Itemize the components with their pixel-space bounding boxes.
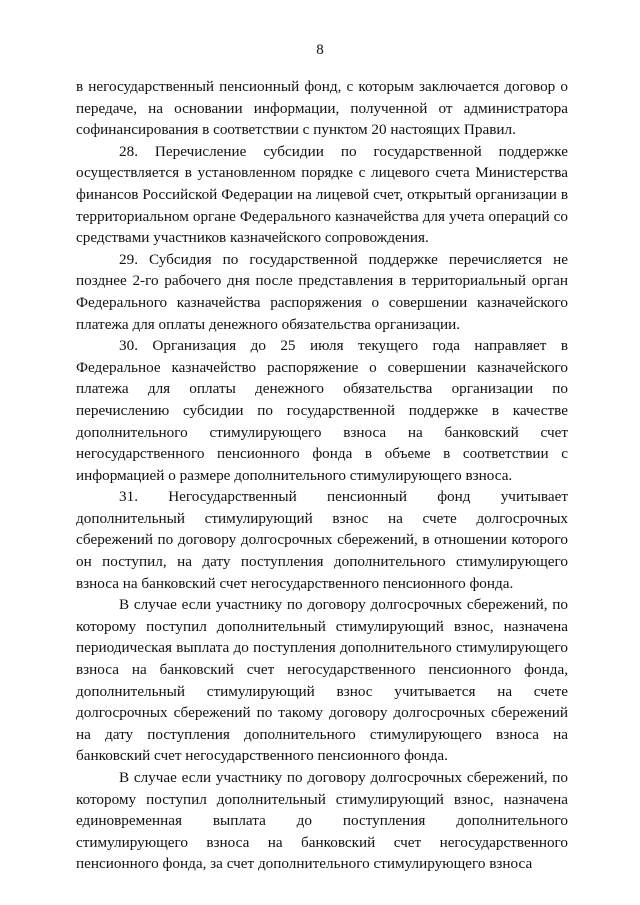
paragraph-28: 28. Перечисление субсидии по государственной поддержке осуществляется в установленном порядке с лицевого счета Министерства финансов Российской Федерации на лицевой счет, открытый организации в территориальном органе Федерального казначейства для учета операций со средствами участников казначейского сопровождения. <box>76 142 568 247</box>
document-body <box>76 76 568 875</box>
paragraph-31-lump-sum-payment: В случае если участнику по договору долгосрочных сбережений, по которому поступил дополнительный стимулирующий взнос, назначена единовременная выплата до поступления дополнительного стимулирующего взноса на банковский счет негосударственного пенсионного фонда, за счет дополнительного стимулирующего взноса <box>76 769 568 873</box>
paragraph-31: 31. Негосударственный пенсионный фонд учитывает дополнительный стимулирующий взнос на счете долгосрочных сбережений по договору долгосрочных сбережений, в отношении которого он поступил, на дату поступления дополнительного стимулирующего взноса на банковский счет негосударственного пенсионного фонда. <box>76 488 568 592</box>
page-number: 8 <box>316 42 324 58</box>
paragraph-29: 29. Субсидия по государственной поддержке перечисляется не позднее 2-го рабочего дня после представления в территориальный орган Федерального казначейства распоряжения о совершении казначейского платежа для оплаты денежного обязательства организации. <box>76 250 568 333</box>
paragraph-31-periodic-payment: В случае если участнику по договору долгосрочных сбережений, по которому поступил дополнительный стимулирующий взнос, назначена периодическая выплата до поступления дополнительного стимулирующего взноса на банковский счет негосударственного пенсионного фонда, дополнительный стимулирующий взнос учитывается на счете долгосрочных сбережений по такому договору долгосрочных сбережений на дату поступления дополнительного стимулирующего взноса на банковский счет негосударственного пенсионного фонда. <box>76 596 568 765</box>
paragraph-continuation: в негосударственный пенсионный фонд, с которым заключается договор о передаче, на основании информации, полученной от администратора софинансирования в соответствии с пунктом 20 настоящих Правил. <box>76 78 568 139</box>
paragraph-30: 30. Организация до 25 июля текущего года направляет в Федеральное казначейство распоряжение о совершении казначейского платежа для оплаты денежного обязательства организации по перечислению субсидии по государственной поддержке в качестве дополнительного стимулирующего взноса на банковский счет негосударственного пенсионного фонда в объеме в соответствии с информацией о размере дополнительного стимулирующего взноса. <box>76 337 568 484</box>
